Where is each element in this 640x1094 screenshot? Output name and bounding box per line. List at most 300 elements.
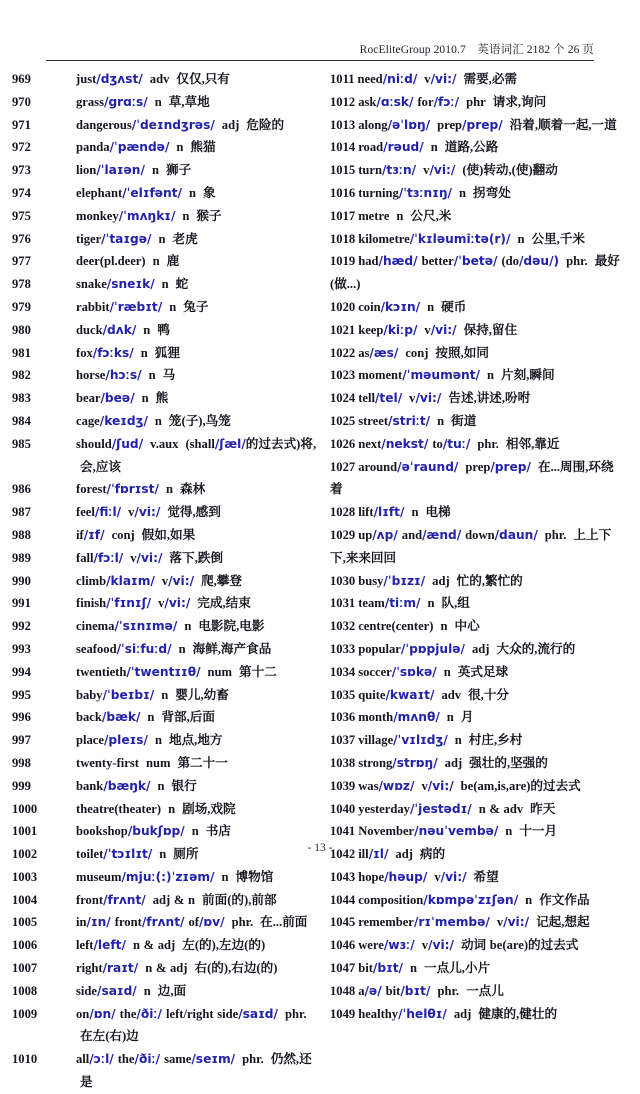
entry-phonetic: /ˈsɒkə/: [391, 664, 437, 679]
entry-word: front: [76, 892, 104, 907]
entry-number: 1025: [330, 413, 356, 428]
dictionary-entry: [330, 342, 624, 365]
entry-word: back: [76, 710, 102, 725]
entry-number: 989: [12, 550, 31, 565]
entry-phonetic-extra: /ʃæl/: [214, 436, 246, 451]
entry-phonetic: /ˈmʌŋkɪ/: [118, 208, 176, 223]
entry-phonetic: /ˈtɔɪlɪt/: [103, 847, 153, 862]
entry-phonetic: /ʃud/: [111, 436, 144, 451]
entry-pos: n: [184, 619, 192, 634]
entry-number: 1045: [330, 915, 356, 930]
entry-number: 1020: [330, 299, 356, 314]
entry-word: along: [358, 117, 388, 132]
entry-phonetic: /kwaɪt/: [385, 687, 435, 702]
entry-number: 1028: [330, 505, 356, 520]
entry-number: 1019: [330, 254, 356, 269]
entry-pos: conj: [405, 345, 429, 360]
entry-meaning: 忙的,繁忙的: [456, 573, 523, 588]
entry-meaning: 的过去式)将,会,应该: [80, 436, 317, 474]
entry-number: 1033: [330, 641, 356, 656]
entry-pos: n: [525, 892, 533, 907]
entry-meaning: 队,组: [441, 596, 470, 611]
dictionary-entry: [330, 228, 624, 251]
entry-phonetic: /wɜː/: [383, 938, 415, 953]
entry-phonetic: /strɒŋ/: [392, 755, 438, 770]
entry-pos: n: [178, 641, 186, 656]
entry-phonetic: /mjuː(:)ˈzɪəm/: [121, 869, 215, 884]
entry-word: popular: [358, 641, 401, 656]
dictionary-entry: [330, 684, 624, 707]
entry-pos: conj: [111, 527, 135, 542]
entry-pos: n: [221, 869, 229, 884]
entry-meaning: 英式足球: [457, 664, 509, 679]
entry-phonetic: /niːd/: [382, 72, 418, 86]
page-footer: - 13 -: [307, 842, 333, 854]
entry-meaning: 一点儿: [466, 983, 504, 998]
dictionary-entry: [12, 250, 321, 273]
entry-phonetic: /ˈræbɪt/: [109, 299, 163, 314]
entry-word: grass: [76, 94, 104, 109]
entry-pos: n: [151, 163, 159, 178]
entry-word-extra: the: [119, 1006, 137, 1021]
entry-word: was: [358, 778, 379, 793]
entry-word: horse: [76, 368, 106, 383]
entry-pos: adj: [221, 117, 240, 132]
entry-number: 972: [12, 140, 31, 155]
dictionary-entry: [12, 889, 321, 912]
entry-phonetic: /ˈbeɪbɪ/: [102, 687, 155, 702]
entry-word: quite: [358, 687, 386, 702]
entry-word: hope: [358, 869, 385, 884]
entry-word: all: [76, 1052, 90, 1067]
entry-meaning: 猴子: [196, 208, 222, 223]
entry-word: cage: [76, 413, 100, 428]
entry-meaning: 作文作品: [539, 892, 590, 907]
entry-phonetic: /ɔːl/: [89, 1052, 114, 1067]
entry-word-extra: of: [188, 915, 199, 930]
entry-meaning: 银行: [171, 778, 197, 793]
entry-phonetic: /nekst/: [381, 436, 429, 451]
entry-meaning: 森林: [179, 482, 206, 497]
entry-pos: v: [424, 72, 431, 86]
entry-phonetic: /əˈraund/: [397, 459, 459, 474]
entry-meaning: 狮子: [165, 163, 192, 178]
dictionary-entry: [12, 752, 321, 775]
dictionary-entry: [12, 1048, 321, 1094]
entry-pos: n: [188, 185, 196, 200]
entry-phonetic: /ˈtaɪgə/: [101, 231, 152, 246]
entry-pos: v: [421, 778, 428, 793]
entry-pos: prep: [437, 117, 463, 132]
entry-meaning: 大众的,流行的: [496, 641, 576, 656]
dictionary-entry: [330, 296, 624, 319]
entry-pos: n & adj: [132, 938, 176, 953]
entry-number: 1021: [330, 322, 356, 337]
entry-pos: n: [446, 710, 454, 725]
entry-number: 997: [12, 733, 31, 748]
entry-pos: phr.: [231, 915, 254, 930]
dictionary-entry: [330, 889, 624, 912]
entry-pos: v: [161, 573, 169, 588]
entry-phonetic: /bæŋk/: [103, 778, 151, 793]
entry-number: 1049: [330, 1006, 356, 1021]
entry-meaning: 昨天: [530, 801, 556, 816]
entry-phonetic: /dʒʌst/: [96, 72, 143, 86]
entry-phonetic-extra: /frʌnt/: [141, 915, 185, 930]
entry-meaning: 上上下下,来来回回: [330, 527, 612, 565]
dictionary-entry: [330, 638, 624, 661]
entry-meaning: 厕所: [173, 847, 199, 862]
entry-pos: n & adv: [478, 801, 524, 816]
entry-phonetic: /ˈbɪzɪ/: [383, 573, 426, 588]
entry-pos: n & adj: [145, 961, 188, 976]
entry-pos: n: [161, 687, 169, 702]
entry-phonetic: /beə/: [100, 391, 135, 406]
entry-word: climb: [76, 573, 107, 588]
dictionary-entry: [330, 911, 624, 934]
entry-meaning: 鸭: [157, 322, 170, 337]
entry-pos: n: [427, 596, 435, 611]
entry-word: tiger: [76, 231, 102, 246]
entry-pos: n: [154, 94, 162, 109]
entry-pos-phonetic: /vi:/: [168, 573, 195, 588]
entry-meaning: 老虎: [172, 231, 198, 246]
entry-pos: n: [169, 299, 177, 314]
dictionary-entry: [12, 570, 321, 593]
entry-number: 1004: [12, 892, 38, 907]
entry-meaning: 第十二: [239, 664, 277, 679]
entry-meaning: 公里,千米: [531, 231, 585, 246]
dictionary-entry: [330, 820, 624, 843]
entry-phonetic-extra: /seɪm/: [191, 1052, 236, 1067]
entry-word: twentieth: [76, 664, 127, 679]
entry-number: 971: [12, 117, 31, 132]
entry-word: centre(center): [358, 619, 434, 634]
entry-columns: [0, 68, 640, 1094]
entry-number: 1026: [330, 436, 356, 451]
entry-pos: n: [191, 824, 199, 839]
left-column: [0, 68, 325, 1094]
entry-phonetic: /ɒn/: [89, 1006, 116, 1021]
entry-number: 990: [12, 573, 31, 588]
dictionary-entry: [330, 205, 624, 228]
entry-number: 976: [12, 231, 31, 246]
dictionary-entry: [330, 456, 624, 502]
dictionary-entry: [12, 114, 321, 137]
entry-pos: v: [158, 596, 165, 611]
entry-meaning: 请求,询问: [492, 94, 547, 109]
dictionary-entry: [12, 273, 321, 296]
entry-number: 1041: [330, 824, 356, 839]
dictionary-entry: [330, 729, 624, 752]
entry-number: 1039: [330, 778, 356, 793]
entry-meaning: 记起,想起: [536, 915, 590, 930]
entry-word-extra: the: [117, 1052, 135, 1067]
entry-word: November: [358, 824, 415, 839]
entry-number: 1037: [330, 733, 356, 748]
entry-meaning: 拐弯处: [473, 185, 511, 200]
entry-phonetic: /sneɪk/: [106, 277, 155, 292]
entry-meaning: 危险的: [246, 117, 285, 132]
entry-meaning: 健康的,健壮的: [478, 1006, 558, 1021]
entry-meaning: 电影院,电影: [198, 619, 265, 634]
entry-meaning: 月: [460, 710, 474, 725]
entry-number: 1009: [12, 1006, 38, 1021]
entry-word: kilometre: [358, 231, 410, 246]
entry-phonetic: /nəuˈvembə/: [414, 824, 499, 839]
entry-number: 1043: [330, 869, 356, 884]
dictionary-entry: [12, 615, 321, 638]
entry-pos: n: [141, 391, 149, 406]
entry-meaning: 道路,公路: [444, 140, 499, 155]
entry-phonetic: /rəud/: [383, 140, 424, 155]
entry-phonetic: /dʌk/: [102, 322, 137, 337]
entry-meaning: 电梯: [425, 505, 451, 520]
entry-phonetic: /ˈlaɪən/: [96, 163, 145, 178]
entry-number: 1015: [330, 163, 356, 178]
dictionary-entry: [330, 387, 624, 410]
entry-word: finish: [76, 596, 107, 611]
dictionary-entry: [12, 478, 321, 501]
dictionary-entry: [330, 114, 624, 137]
entry-meaning: 假如,如果: [141, 527, 196, 542]
entry-meaning: be(am,is,are)的过去式: [460, 778, 581, 793]
dictionary-entry: [12, 501, 321, 524]
entry-phonetic: /ˈelɪfənt/: [122, 185, 182, 200]
entry-phonetic-extra: /ˈbetə/: [453, 254, 498, 269]
dictionary-entry: [12, 136, 321, 159]
entry-pos: v: [421, 938, 429, 953]
entry-word-extra: same: [164, 1052, 192, 1067]
entry-number: 992: [12, 619, 31, 634]
page-header: [46, 44, 594, 64]
dictionary-entry: [330, 866, 624, 889]
entry-meaning: 熊猫: [190, 140, 216, 155]
entry-meaning: 象: [203, 185, 216, 200]
entry-phonetic: /fɔːks/: [92, 345, 134, 360]
entry-pos: n: [154, 733, 162, 748]
entry-pos: v: [424, 322, 431, 337]
entry-phonetic: /kiːp/: [383, 322, 418, 337]
entry-pos-phonetic: /vi:/: [134, 505, 161, 520]
dictionary-entry: [12, 159, 321, 182]
entry-pos: phr.: [242, 1052, 264, 1067]
entry-phonetic-extra: /tuː/: [442, 436, 471, 451]
entry-phonetic: /ə/: [364, 983, 382, 998]
entry-word: ill: [358, 847, 369, 862]
dictionary-entry: [12, 91, 321, 114]
entry-meaning: 在...前面: [260, 915, 308, 930]
dictionary-entry: [12, 433, 321, 479]
entry-word: strong: [358, 755, 393, 770]
dictionary-entry: [330, 1003, 624, 1026]
entry-phonetic: /ˈfɒrɪst/: [106, 482, 159, 497]
entry-phonetic: /ˈfɪnɪʃ/: [106, 596, 152, 611]
dictionary-entry: [330, 957, 624, 980]
entry-word: bookshop: [76, 824, 128, 839]
entry-word: coin: [358, 299, 381, 314]
entry-number: 1002: [12, 847, 38, 862]
entry-number: 1014: [330, 140, 356, 155]
entry-word: village: [358, 733, 394, 748]
entry-number: 1001: [12, 824, 38, 839]
entry-meaning: 在...周围,环绕着: [330, 459, 614, 497]
entry-meaning: 背部,后面: [161, 710, 215, 725]
dictionary-entry: [330, 250, 624, 296]
entry-pos: n: [505, 824, 513, 839]
entry-pos: v: [423, 163, 430, 178]
entry-phonetic: /fɔːl/: [93, 550, 124, 565]
dictionary-entry: [330, 136, 624, 159]
entry-word: baby: [76, 687, 103, 702]
dictionary-entry: [12, 957, 321, 980]
entry-meaning: 觉得,感到: [167, 505, 221, 520]
entry-pos-phonetic: /vi:/: [427, 778, 454, 793]
entry-phonetic: /ˈpændə/: [109, 140, 170, 155]
entry-pos-phonetic: /prep/: [462, 117, 503, 132]
entry-pos-phonetic: /vi:/: [503, 915, 530, 930]
entry-number: 1047: [330, 961, 356, 976]
entry-word: bit: [358, 961, 373, 976]
entry-word: panda: [76, 140, 110, 155]
entry-number: 969: [12, 72, 31, 86]
dictionary-entry: [12, 342, 321, 365]
entry-word-extra: for: [417, 94, 434, 109]
entry-meaning: 相邻,靠近: [505, 436, 560, 451]
entry-pos: n: [487, 368, 495, 383]
dictionary-entry: [330, 980, 624, 1003]
entry-word-extra: and: [401, 527, 423, 542]
entry-meaning: 一点儿,小片: [424, 961, 491, 976]
dictionary-entry: [12, 387, 321, 410]
entry-pos: adv: [441, 687, 462, 702]
dictionary-entry: [330, 592, 624, 615]
dictionary-entry: [12, 934, 321, 957]
entry-word: had: [358, 254, 379, 269]
entry-number: 986: [12, 482, 31, 497]
dictionary-entry: [12, 684, 321, 707]
entry-meaning: 地点,地方: [168, 733, 223, 748]
entry-phonetic: /ɑːsk/: [376, 94, 414, 109]
entry-pos: phr.: [284, 1006, 307, 1021]
entry-word-extra: better: [421, 254, 454, 269]
entry-meaning: (shall: [185, 436, 215, 451]
entry-phonetic: /raɪt/: [102, 961, 139, 976]
entry-meaning: 海鲜,海产食品: [192, 641, 272, 656]
entry-meaning: 很,十分: [468, 687, 509, 702]
dictionary-entry: [330, 68, 624, 91]
entry-phonetic: /tel/: [374, 391, 403, 406]
dictionary-entry: [330, 433, 624, 456]
entry-word: just: [76, 72, 97, 86]
entry-pos-phonetic: /vi:/: [440, 869, 467, 884]
dictionary-entry: [12, 820, 321, 843]
entry-meaning: 十一月: [519, 824, 558, 839]
entry-word: turning: [358, 185, 399, 200]
entry-number: 996: [12, 710, 31, 725]
entry-pos: v: [128, 505, 135, 520]
dictionary-entry: [12, 775, 321, 798]
entry-word: month: [358, 710, 394, 725]
entry-pos: phr.: [566, 254, 588, 269]
entry-number: 984: [12, 413, 31, 428]
entry-meaning: 蛇: [175, 277, 189, 292]
entry-word: team: [358, 596, 385, 611]
entry-word: feel: [76, 505, 95, 520]
entry-pos: v: [130, 550, 137, 565]
entry-word: need: [357, 72, 383, 86]
dictionary-entry: [330, 706, 624, 729]
dictionary-entry: [330, 661, 624, 684]
entry-meaning: 书店: [205, 824, 231, 839]
entry-pos-phonetic: /vi:/: [164, 596, 191, 611]
entry-pos: phr: [466, 94, 486, 109]
entry-word: side: [76, 983, 97, 998]
entry-number: 985: [12, 436, 31, 451]
entry-phonetic: /klaɪm/: [106, 573, 155, 588]
entry-phonetic: /kɔɪn/: [380, 299, 421, 314]
entry-meaning: 落下,跌倒: [169, 550, 223, 565]
dictionary-entry: [330, 319, 624, 342]
entry-phonetic: /left/: [93, 938, 126, 953]
entry-number: 1011: [330, 72, 355, 86]
dictionary-entry: [330, 524, 624, 570]
entry-pos: adj: [432, 573, 450, 588]
entry-phonetic-extra: /ðiː/: [136, 1006, 162, 1021]
entry-phonetic: /ˈsɪnɪmə/: [114, 619, 178, 634]
right-column: [325, 68, 640, 1094]
entry-word: road: [358, 140, 384, 155]
entry-meaning: 婴儿,幼畜: [175, 687, 229, 702]
entry-word: a: [358, 983, 365, 998]
entry-pos: n: [152, 254, 160, 269]
entry-phonetic: /ɪn/: [86, 915, 111, 930]
entry-meaning: 中心: [454, 619, 480, 634]
entry-meaning: 仍然,还是: [80, 1052, 312, 1090]
entry-pos: n: [148, 368, 156, 383]
entry-pos-phonetic: /prep/: [490, 459, 531, 474]
dictionary-entry: [12, 798, 321, 821]
entry-word: rabbit: [76, 299, 110, 314]
entry-pos-phonetic: /vi:/: [430, 322, 457, 337]
entry-phonetic: /ˈpɒpjulə/: [400, 641, 465, 656]
entry-pos: adj: [453, 1006, 472, 1021]
entry-phonetic: /ˈkɪləumiːtə(r)/: [409, 231, 511, 246]
entry-meaning: 笼(子),鸟笼: [168, 413, 231, 428]
entry-number: 995: [12, 687, 31, 702]
entry-meaning: 最好(做...): [330, 254, 620, 292]
entry-word: street: [358, 413, 389, 428]
entry-phonetic: /həup/: [384, 869, 428, 884]
entry-phonetic: /hæd/: [378, 254, 418, 269]
entry-number: 1013: [330, 117, 356, 132]
entry-number: 979: [12, 299, 31, 314]
entry-number: 1030: [330, 573, 356, 588]
entry-word: twenty-first: [76, 755, 139, 770]
entry-word-extra: to: [432, 436, 443, 451]
entry-word: tell: [358, 391, 375, 406]
dictionary-entry: [12, 1003, 321, 1049]
entry-word: monkey: [76, 208, 119, 223]
entry-pos: n: [154, 413, 162, 428]
entry-number: 1032: [330, 619, 356, 634]
entry-word: ask: [358, 94, 377, 109]
entry-word: next: [358, 436, 382, 451]
entry-number: 980: [12, 322, 31, 337]
entry-word: museum: [76, 869, 122, 884]
entry-phonetic-extra: /daun/: [494, 527, 538, 542]
dictionary-entry: [330, 752, 624, 775]
